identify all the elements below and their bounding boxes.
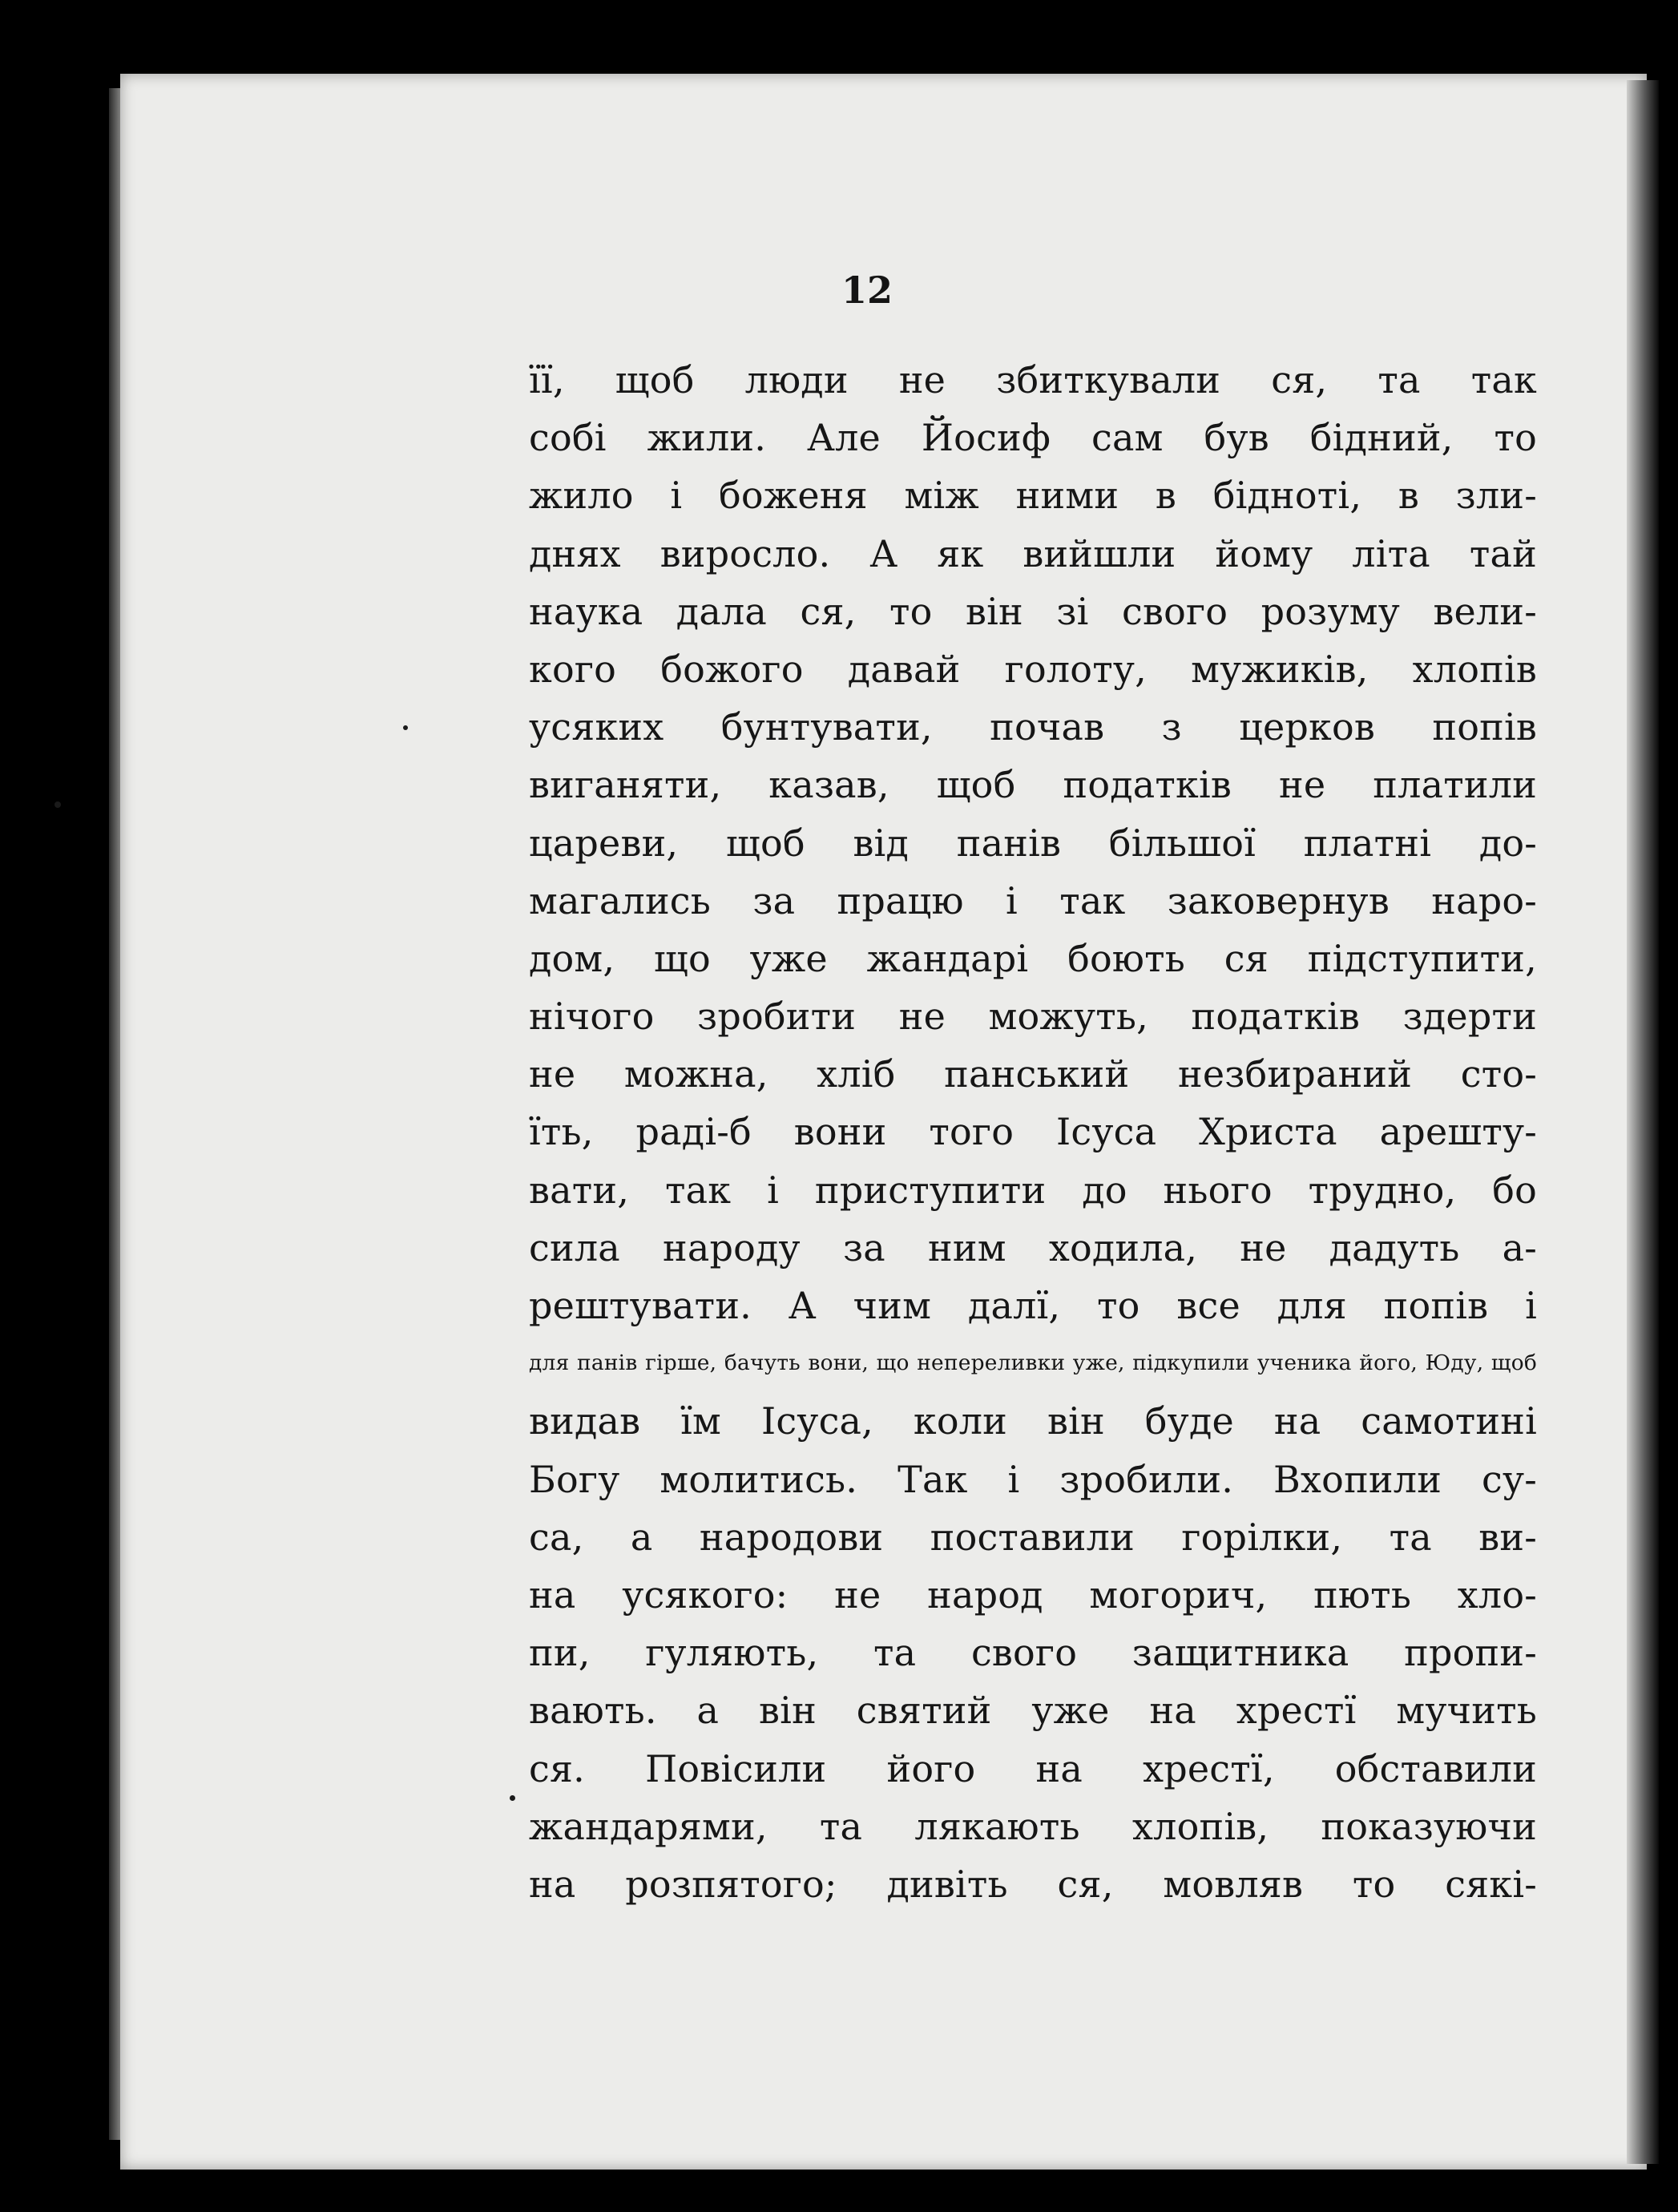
text-line: дом, що уже жандарі боють ся підступити, — [529, 936, 1537, 980]
text-line: цареви, щоб від панів більшої платні до- — [529, 821, 1537, 865]
text-line: наука дала ся, то він зі свого розуму вели- — [529, 589, 1537, 633]
text-line: са, а народови поставили горілки, та ви- — [529, 1515, 1537, 1559]
text-line: виганяти, казав, щоб податків не платили — [529, 763, 1537, 807]
text-line: магались за працю і так заковернув наро- — [529, 878, 1537, 922]
text-line: кого божого давай голоту, мужиків, хлопів — [529, 647, 1537, 691]
text-line: не можна, хліб панський незбираний сто- — [529, 1052, 1537, 1096]
text-line: сила народу за ним ходила, не дадуть а- — [529, 1225, 1537, 1269]
text-line: жандарями, та лякають хлопів, показуючи — [529, 1804, 1537, 1848]
text-line: ся. Повісили його на хрестї, обставили — [529, 1746, 1537, 1790]
text-line: Богу молитись. Так і зробили. Вхопили су- — [529, 1457, 1537, 1501]
text-line: для панів гірше, бачуть вони, що непереливки уже, підкупили ученика його, Юду, щоб — [529, 1350, 1537, 1376]
scan-speck — [54, 801, 61, 808]
text-line: рештувати. А чим далї, то все для попів і — [529, 1284, 1537, 1327]
text-line: на усякого: не народ могорич, пють хло- — [529, 1572, 1537, 1617]
text-line: жило і боженя між ними в бідноті, в зли- — [529, 474, 1537, 518]
text-line: видав їм Ісуса, коли він буде на самотині — [529, 1399, 1537, 1443]
page-number: 12 — [841, 268, 893, 312]
text-line: вають. а він святий уже на хрестї мучить — [529, 1689, 1537, 1733]
text-line: нічого зробити не можуть, податків здерти — [529, 995, 1537, 1039]
text-line: на розпятого; дивіть ся, мовляв то сякі- — [529, 1862, 1537, 1906]
text-line: її, щоб люди не збиткували ся, та так — [529, 358, 1537, 402]
text-line: пи, гуляють, та свого защитника пропи- — [529, 1631, 1537, 1675]
text-line: усяких бунтувати, почав з церков попів — [529, 705, 1537, 749]
text-line: собі жили. Але Йосиф сам був бідний, то — [529, 416, 1537, 460]
text-line: днях виросло. А як вийшли йому літа тай — [529, 531, 1537, 575]
text-line: їть, раді-б вони того Ісуса Христа арешту- — [529, 1110, 1537, 1154]
page-gutter-shadow — [1627, 80, 1659, 2164]
text-line: вати, так і приступити до нього трудно, бо — [529, 1168, 1537, 1212]
body-text — [529, 351, 1537, 1913]
scan-speck — [510, 1795, 515, 1801]
scan-speck — [403, 725, 408, 730]
